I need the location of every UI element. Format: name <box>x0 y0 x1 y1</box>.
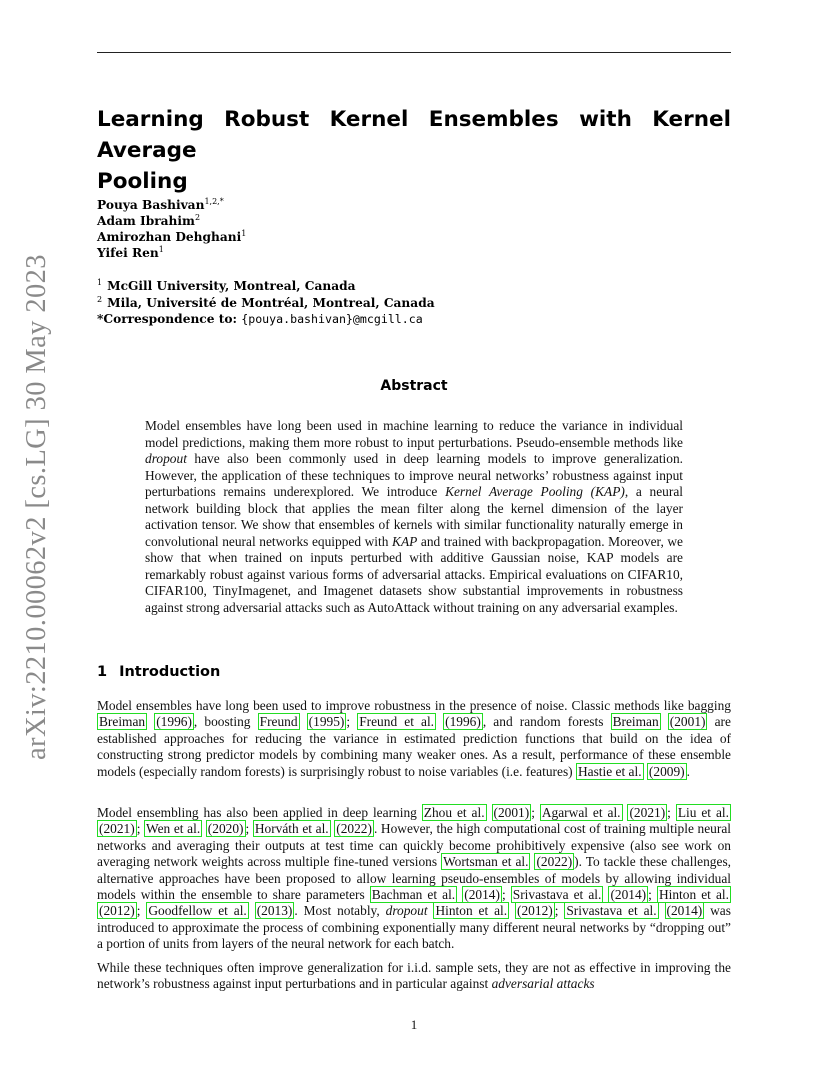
author <box>97 197 246 213</box>
emphasis: dropout <box>385 903 428 919</box>
abstract-body <box>145 418 683 616</box>
affil-text: Mila, Université de Montréal, Montreal, Canada <box>107 295 435 310</box>
text-run <box>661 714 668 729</box>
author-name: Amirozhan Dehghani <box>97 230 242 244</box>
correspondence <box>97 311 435 328</box>
citation-link[interactable]: Horváth et al. <box>254 821 329 837</box>
affiliations <box>97 278 435 328</box>
citation-link[interactable]: Freund et al. <box>359 714 435 730</box>
text-run: While these techniques often improve generalization for i.i.d. sample sets, they are not as effective in improving the network’s robustness against input perturbations and in particular against <box>97 960 731 992</box>
affiliation <box>97 295 435 312</box>
correspondence-label: *Correspondence to: <box>97 312 242 326</box>
text-run <box>487 805 492 820</box>
affil-mark: 1 <box>97 278 103 287</box>
citation-link[interactable]: Bachman et al. <box>371 887 456 903</box>
author-name: Yifei Ren <box>97 246 159 260</box>
text-run: . Most notably, <box>294 903 386 919</box>
citation-link[interactable]: (2001) <box>493 805 530 820</box>
author <box>97 229 246 245</box>
emphasis: KAP <box>392 533 418 549</box>
citation-link[interactable]: (2021) <box>629 805 666 820</box>
arxiv-stamp: arXiv:2210.00062v2 [cs.LG] 30 May 2023 <box>21 254 52 760</box>
citation-link[interactable]: Hastie et al. <box>577 763 642 779</box>
citation-link[interactable]: (2012) <box>517 903 553 919</box>
citation-link[interactable]: Breiman <box>99 714 146 730</box>
author-name: Pouya Bashivan <box>97 198 205 212</box>
affil-mark: 2 <box>97 294 103 304</box>
paragraph <box>97 698 731 780</box>
text-run: ; <box>136 821 145 837</box>
author-affil-mark: 1,2,* <box>204 197 224 206</box>
text-run: . However, the high computational cost of training multiple neural networks and averaging their outputs at test time can quickly become prohibitively expensive (also see work on averaging network weights across multiple fine-tuned versions <box>97 821 731 870</box>
citation-link[interactable]: (2001) <box>669 714 706 730</box>
page-number: 1 <box>410 1017 418 1032</box>
text-run <box>659 903 665 918</box>
author <box>97 245 246 261</box>
citation-link[interactable]: (2009) <box>648 763 685 779</box>
text-run: ; <box>136 903 147 919</box>
author-affil-mark: 1 <box>158 245 164 254</box>
text-run: ; <box>501 887 511 903</box>
citation-link[interactable]: (2012) <box>99 903 135 919</box>
author <box>97 213 246 229</box>
citation-link[interactable]: Hinton et al. <box>658 887 729 903</box>
text-run: Model ensembling has also been applied in deep learning <box>97 805 422 820</box>
citation-link[interactable]: (1995) <box>308 714 345 730</box>
text-run: was introduced to approximate the process of combining exponentially many different neural networks by “dropping out” a portion of units from layers of the neural network for each batch. <box>97 903 731 952</box>
author-affil-mark: 2 <box>194 213 201 222</box>
emphasis: dropout <box>145 451 187 466</box>
section-title: Introduction <box>119 664 221 680</box>
affiliation <box>97 278 435 295</box>
citation-link[interactable]: Agarwal et al. <box>541 805 621 820</box>
text-run: . <box>686 763 690 779</box>
citation-link[interactable]: (1996) <box>156 714 192 730</box>
affil-text: McGill University, Montreal, Canada <box>107 279 356 293</box>
citation-link[interactable]: Srivastava et al. <box>566 903 657 919</box>
text-run: ; <box>531 805 540 820</box>
citation-link[interactable]: (2022) <box>536 854 573 870</box>
text-run <box>249 903 255 918</box>
paragraph <box>97 805 731 953</box>
citation-link[interactable]: (2014) <box>666 903 703 919</box>
author-name: Adam Ibrahim <box>97 214 195 228</box>
abstract-heading: Abstract <box>380 378 448 394</box>
citation-link[interactable]: Zhou et al. <box>423 805 485 820</box>
text-run: ; <box>554 903 565 919</box>
text-run: Model ensembles have long been used in machine learning to reduce the variance in individual model predictions, making them more robust to input perturbations. Pseudo-ensemble methods like <box>145 418 683 450</box>
emphasis: Kernel Average Pooling (KAP) <box>445 484 625 499</box>
text-run: ; <box>667 805 676 820</box>
citation-link[interactable]: Hinton et al. <box>435 903 508 919</box>
citation-link[interactable]: (2014) <box>610 887 647 903</box>
text-run: ; <box>245 821 253 837</box>
citation-link[interactable]: (2022) <box>336 821 372 837</box>
text-run <box>300 714 307 729</box>
title-line-1: Learning Robust Kernel Ensembles with Kernel Average <box>97 107 731 163</box>
paper-title <box>97 104 737 197</box>
text-run: Model ensembles have long been used to improve robustness in the presence of noise. Classic methods like bagging <box>97 698 731 713</box>
citation-link[interactable]: Liu et al. <box>677 805 729 820</box>
top-rule <box>97 52 731 53</box>
citation-link[interactable]: (1996) <box>445 714 481 730</box>
citation-link[interactable]: (2020) <box>207 821 244 837</box>
text-run: are established approaches for reducing the variance in estimated prediction functions that build on the idea of constructing strong predictor models by combining many weaker ones. As a result, performance of these ensemble models (especially random forests) is surprisingly robust to noise variables (i.e. features) <box>97 714 731 779</box>
citation-link[interactable]: Freund <box>259 714 298 730</box>
text-run: , boosting <box>193 714 258 730</box>
citation-link[interactable]: Wen et al. <box>146 821 201 837</box>
section-number: 1 <box>97 664 108 680</box>
emphasis: adversarial attacks <box>491 976 595 992</box>
text-run: , a neural network building block that applies the mean filter along the kernel dimension of the layer activation tensor. We show that ensembles of kernels with similar functionality naturally emerge in convolutional neural networks equipped with <box>145 484 683 549</box>
citation-link[interactable]: Wortsman et al. <box>443 854 529 870</box>
title-line-2: Pooling <box>97 169 188 194</box>
section-heading <box>97 664 220 680</box>
text-run: have also been commonly used in deep learning models to improve generalization. However, the application of these techniques to improve neural networks’ robustness against input perturbations remains underexplored. We introduce <box>145 451 683 499</box>
citation-link[interactable]: (2014) <box>464 887 500 903</box>
author-list <box>97 197 246 261</box>
text-run: and trained with backpropagation. Moreover, we show that when trained on inputs perturbed with additive Gaussian noise, KAP models are remarkably robust against various forms of adversarial attacks. Empirical evaluations on CIFAR10, CIFAR100, TinyImagenet, and Imagenet datasets show substantial improvements in robustness against strong adversarial attacks such as AutoAttack without training on any adversarial examples. <box>145 533 683 615</box>
text-run: ). To tackle these challenges, alternative approaches have been proposed to allow learning pseudo-ensembles of models by allowing individual models within the ensemble to share parameters <box>97 854 732 903</box>
citation-link[interactable]: (2013) <box>256 903 293 919</box>
author-affil-mark: 1 <box>241 229 247 238</box>
correspondence-email[interactable]: {pouya.bashivan}@mcgill.ca <box>241 312 423 326</box>
text-run: ; <box>648 887 657 903</box>
citation-link[interactable]: (2021) <box>99 821 135 837</box>
text-run: , and random forests <box>482 714 611 730</box>
citation-link[interactable]: Srivastava et al. <box>512 887 602 903</box>
citation-link[interactable]: Goodfellow et al. <box>148 903 247 919</box>
citation-link[interactable]: Breiman <box>612 714 659 730</box>
text-run: ; <box>346 714 358 730</box>
paragraph <box>97 960 731 993</box>
